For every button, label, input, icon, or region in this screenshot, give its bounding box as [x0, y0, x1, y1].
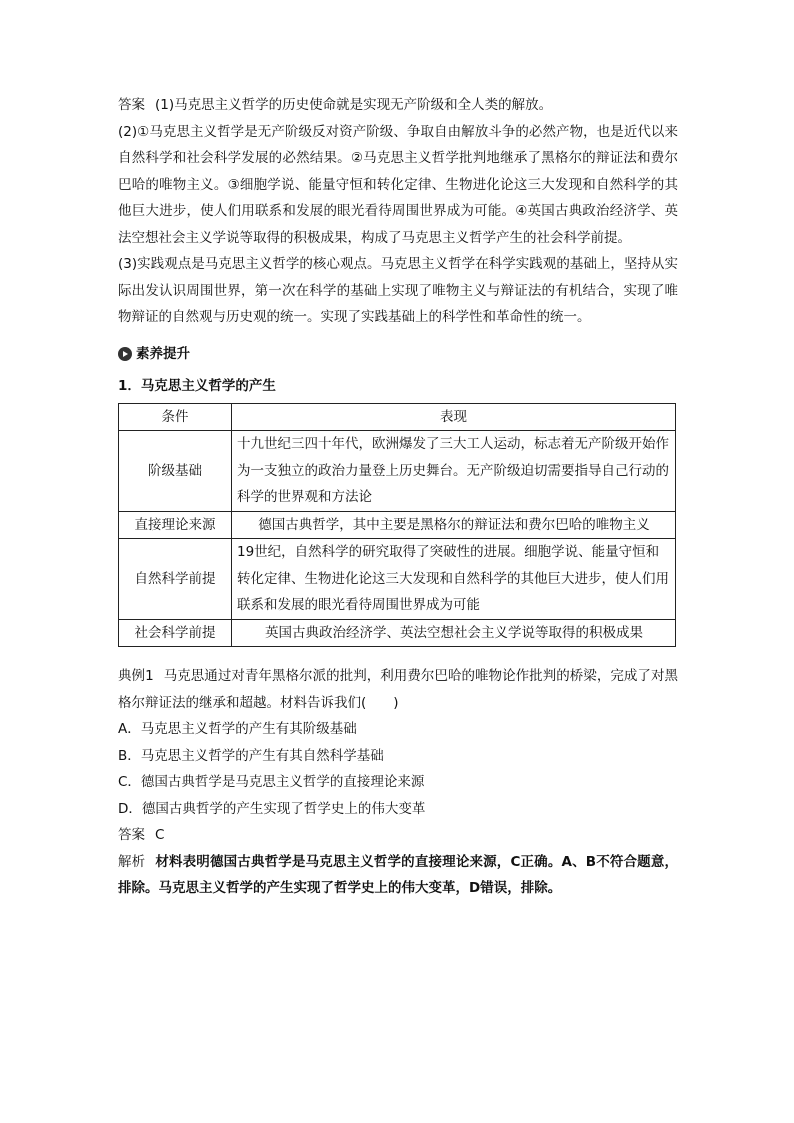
table-cell-condition: 自然科学前提 [119, 539, 232, 620]
answer-value: C [155, 827, 165, 843]
section-heading [118, 341, 678, 367]
option-c: C．德国古典哲学是马克思主义哲学的直接理论来源 [118, 774, 425, 790]
table-header-cell: 条件 [119, 403, 232, 431]
analysis-label: 解析 [118, 853, 146, 870]
subsection-title: 1．马克思主义哲学的产生 [118, 377, 276, 394]
table-cell-description: 19世纪，自然科学的研究取得了突破性的进展。细胞学说、能量守恒和转化定律、生物进化论这三大发现和自然科学的其他巨大进步，使人们用联系和发展的眼光看待周围世界成为可能 [232, 539, 676, 620]
analysis-text: 材料表明德国古典哲学是马克思主义哲学的直接理论来源，C正确。A、B不符合题意，排除。马克思主义哲学的产生实现了哲学史上的伟大变革，D错误，排除。 [118, 853, 678, 896]
table-cell-condition: 阶级基础 [119, 431, 232, 512]
option-b: B．马克思主义哲学的产生有其自然科学基础 [118, 747, 384, 764]
table-row [119, 431, 676, 512]
example-answer [118, 822, 678, 849]
example-stem: 马克思通过对青年黑格尔派的批判，利用费尔巴哈的唯物论作批判的桥梁，完成了对黑格尔辩证法的继承和超越。材料告诉我们( ) [118, 668, 679, 711]
table-cell-condition: 直接理论来源 [119, 511, 232, 539]
answer-paragraph-1: 答案 (1)马克思主义哲学的历史使命就是实现无产阶级和全人类的解放。 [118, 97, 553, 113]
conditions-table [118, 403, 676, 648]
play-circle-icon [118, 347, 132, 361]
table-cell-condition: 社会科学前提 [119, 619, 232, 647]
table-row [119, 539, 676, 620]
option-d: D．德国古典哲学的产生实现了哲学史上的伟大变革 [118, 800, 426, 817]
example-label: 典例1 [118, 668, 154, 684]
example-analysis [118, 849, 678, 902]
table-header-row [119, 403, 676, 431]
answer-label: 答案 [118, 827, 145, 843]
document-page [118, 92, 678, 902]
option-a: A．马克思主义哲学的产生有其阶级基础 [118, 721, 357, 737]
table-row [119, 619, 676, 647]
table-cell-description: 英国古典政治经济学、英法空想社会主义学说等取得的积极成果 [232, 619, 676, 647]
answer-paragraph-3: (3)实践观点是马克思主义哲学的核心观点。马克思主义哲学在科学实践观的基础上，坚持从实际出发认识周围世界，第一次在科学的基础上实现了唯物主义与辩证法的有机结合，实现了唯物辩证的自然观与历史观的统一。实现了实践基础上的科学性和革命性的统一。 [118, 256, 678, 325]
example-question [118, 663, 678, 716]
table-row [119, 511, 676, 539]
table-cell-description: 十九世纪三四十年代，欧洲爆发了三大工人运动，标志着无产阶级开始作为一支独立的政治力量登上历史舞台。无产阶级迫切需要指导自己行动的科学的世界观和方法论 [232, 431, 676, 512]
section-title: 素养提升 [136, 345, 190, 362]
answer-label: 答案 [118, 97, 145, 113]
table-header-cell: 表现 [232, 403, 676, 431]
answer-paragraph-2: (2)①马克思主义哲学是无产阶级反对资产阶级、争取自由解放斗争的必然产物，也是近代以来自然科学和社会科学发展的必然结果。②马克思主义哲学批判地继承了黑格尔的辩证法和费尔巴哈的唯物主义。③细胞学说、能量守恒和转化定律、生物进化论这三大发现和自然科学的其他巨大进步，使人们用联系和发展的眼光看待周围世界成为可能。④英国古典政治经济学、英法空想社会主义学说等取得的积极成果，构成了马克思主义哲学产生的社会科学前提。 [118, 123, 678, 246]
table-cell-description: 德国古典哲学，其中主要是黑格尔的辩证法和费尔巴哈的唯物主义 [232, 511, 676, 539]
